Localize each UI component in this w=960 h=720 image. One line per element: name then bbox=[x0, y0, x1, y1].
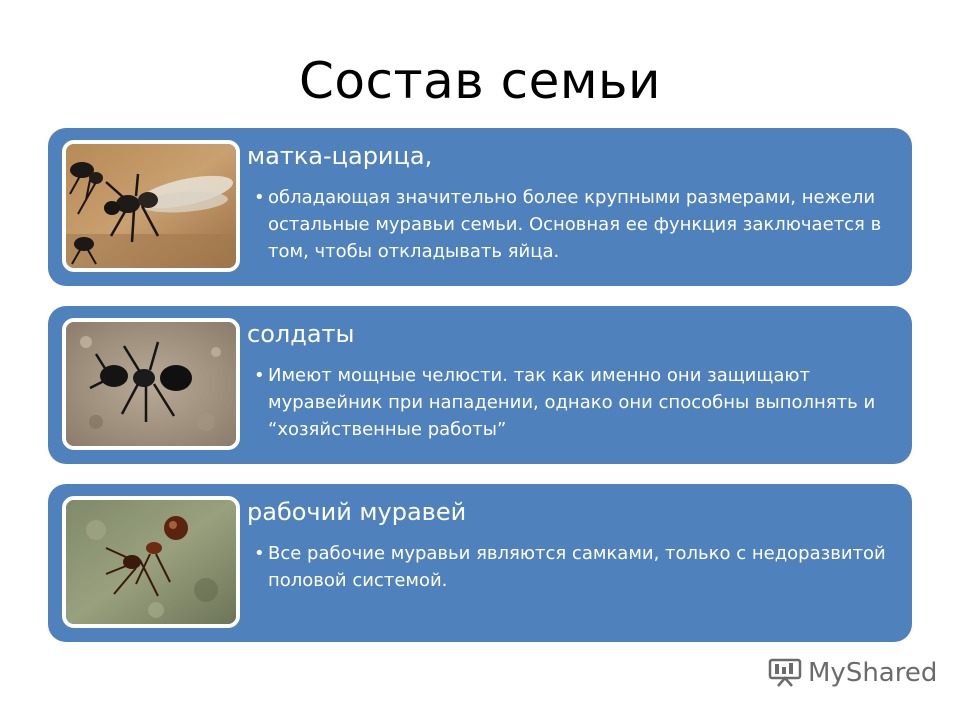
card-queen bbox=[48, 128, 912, 286]
watermark-text: MyShared bbox=[808, 658, 938, 688]
queen-ant-photo bbox=[62, 140, 240, 272]
card-bullet-text: • Имеют мощные челюсти. так как именно они защищают муравейник при нападении, однако они способны выполнять и “хозяйственные работы” bbox=[254, 362, 908, 443]
card-bullet-text: • обладающая значительно более крупными размерами, нежели остальные муравьи семьи. Основная ее функция заключается в том, чтобы откладывать яйца. bbox=[254, 184, 908, 265]
myshared-logo bbox=[768, 655, 937, 691]
card-bullet-text: • Все рабочие муравьи являются самками, только с недоразвитой половой системой. bbox=[254, 540, 908, 594]
worker-ant-photo bbox=[62, 496, 240, 628]
card-heading: матка-царица, bbox=[247, 142, 433, 170]
card-worker bbox=[48, 484, 912, 642]
card-soldiers bbox=[48, 306, 912, 464]
card-heading: солдаты bbox=[247, 320, 355, 348]
card-heading: рабочий муравей bbox=[247, 498, 467, 526]
projector-icon bbox=[768, 658, 802, 688]
soldier-ant-photo bbox=[62, 318, 240, 450]
slide-title: Состав семьи bbox=[298, 52, 662, 110]
